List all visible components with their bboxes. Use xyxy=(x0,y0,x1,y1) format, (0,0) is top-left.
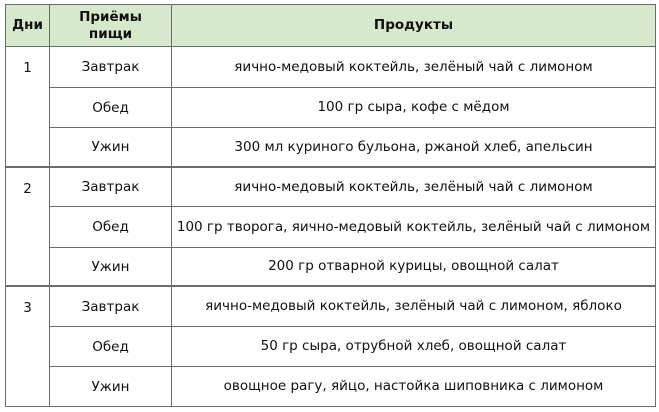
header-meal xyxy=(50,5,172,47)
meal-products: яично-медовый коктейль, зелёный чай с лимоном, яблоко xyxy=(172,287,656,327)
header-products: Продукты xyxy=(172,5,656,47)
table-row xyxy=(6,128,656,168)
meal-name: Ужин xyxy=(50,128,172,168)
table-row xyxy=(6,168,656,207)
table-row xyxy=(6,88,656,128)
diet-table xyxy=(5,4,656,407)
header-day: Дни xyxy=(6,5,50,47)
day-number: 2 xyxy=(6,168,50,287)
meal-name: Обед xyxy=(50,88,172,128)
meal-products: яично-медовый коктейль, зелёный чай с лимоном xyxy=(172,47,656,88)
day-number: 3 xyxy=(6,287,50,407)
table-row xyxy=(6,327,656,367)
meal-name: Обед xyxy=(50,327,172,367)
meal-name: Завтрак xyxy=(50,287,172,327)
meal-products: 200 гр отварной курицы, овощной салат xyxy=(172,248,656,287)
header-meal-line2: пищи xyxy=(88,25,133,42)
meal-products: овощное рагу, яйцо, настойка шиповника с лимоном xyxy=(172,367,656,407)
meal-products: 100 гр сыра, кофе с мёдом xyxy=(172,88,656,128)
header-meal-line1: Приёмы xyxy=(79,8,142,25)
table-row xyxy=(6,367,656,407)
meal-name: Ужин xyxy=(50,367,172,407)
meal-name: Завтрак xyxy=(50,168,172,207)
day-number: 1 xyxy=(6,47,50,168)
meal-name: Ужин xyxy=(50,248,172,287)
meal-products: 100 гр творога, яично-медовый коктейль, зелёный чай с лимоном xyxy=(172,207,656,248)
table-row xyxy=(6,207,656,248)
table-body xyxy=(6,47,656,407)
meal-products: 50 гр сыра, отрубной хлеб, овощной салат xyxy=(172,327,656,367)
meal-products: 300 мл куриного бульона, ржаной хлеб, апельсин xyxy=(172,128,656,168)
meal-products: яично-медовый коктейль, зелёный чай с лимоном xyxy=(172,168,656,207)
header-row xyxy=(6,5,656,47)
table-row xyxy=(6,248,656,287)
table-row xyxy=(6,47,656,88)
table-header xyxy=(6,5,656,47)
table-row xyxy=(6,287,656,327)
meal-name: Обед xyxy=(50,207,172,248)
meal-name: Завтрак xyxy=(50,47,172,88)
